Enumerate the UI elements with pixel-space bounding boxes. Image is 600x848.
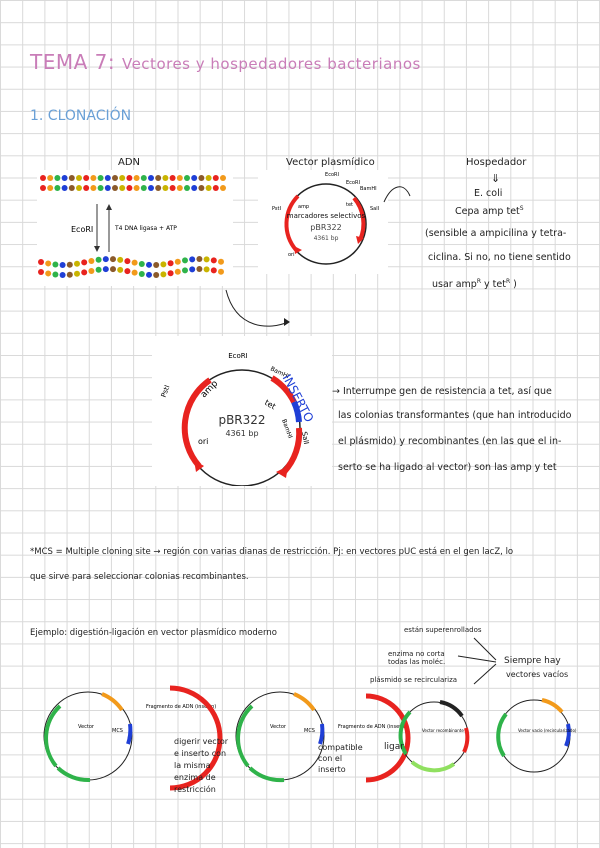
ligase-label: T4 DNA ligasa + ATP (115, 225, 177, 232)
compat-note: compatible con el inserto (318, 743, 363, 774)
bp-amp: amp (199, 378, 221, 401)
bp-name: pBR322 (218, 413, 266, 427)
note-supercoiled: están superenrollados (404, 626, 482, 634)
vector-label: Vector plasmídico (286, 157, 375, 168)
note-uncut: enzima no corta todas las moléc. (388, 650, 446, 666)
bp-ori: ori (198, 437, 209, 446)
host-arrow: ⇓ (491, 172, 501, 185)
big-note-3: serto se ha ligado al vector) son las amp y tet (338, 462, 557, 473)
insert-label: INSERTO (279, 372, 317, 425)
bp-psti: PstI (159, 384, 172, 399)
host-label: Hospedador (466, 157, 527, 168)
adn-label: ADN (118, 157, 141, 168)
ex-mcs-1: MCS (112, 728, 123, 734)
ex-empty: Vector vacío (recircularizado) (518, 728, 577, 733)
host-line-0: E. coli (474, 188, 503, 199)
example-diagrams (30, 684, 590, 794)
bp-bamhi2: BamHI (280, 418, 294, 440)
sp-gene-amp: amp (298, 204, 310, 210)
sp-site-4: SalI (370, 206, 380, 212)
mcs-note-0: *MCS = Multiple cloning site → región con varias dianas de restricción. Pj: en vectores pUC está en el gen lacZ, lo (30, 547, 514, 557)
always-1: vectores vacíos (506, 670, 569, 679)
bp-ecori: EcoRI (228, 352, 248, 360)
sp-site-3: PstI (272, 206, 281, 212)
digest-note: digerir vector e inserto con la misma enzima de restricción (174, 737, 229, 794)
host-line-2: (sensible a ampicilina y tetra- (425, 228, 567, 239)
host-line-1: Cepa amp tet$^S$ (455, 205, 524, 218)
sp-site-0: EcoRI (325, 172, 339, 178)
sp-handwritten: marcadores selectivos (286, 212, 366, 220)
host-line-3: ciclina. Si no, no tiene sentido (428, 252, 571, 263)
always-0: Siempre hay (504, 656, 561, 666)
sp-name: pBR322 (310, 223, 342, 232)
ex-frag-1: Fragmento de ADN (inserto) (146, 704, 217, 710)
host-line-4: usar amp$^R$ y tet$^R$ ) (432, 278, 517, 291)
sp-gene-ori: ori (288, 252, 295, 258)
ex-mcs-2: MCS (304, 728, 315, 734)
ex-vector-1: Vector (78, 724, 94, 730)
big-note-0: → Interrumpe gen de resistencia a tet, así que (332, 386, 552, 397)
sp-site-2: BamHI (360, 186, 377, 192)
note-recircularize: plásmido se recirculariza (370, 676, 458, 684)
mcs-note-1: que sirve para seleccionar colonias recombinantes. (30, 572, 249, 582)
ex-vector-2: Vector (270, 724, 286, 730)
bp-tet: tet (263, 397, 278, 412)
example-title: Ejemplo: digestión-ligación en vector plasmídico moderno (30, 628, 277, 638)
big-note-1: las colonias transformantes (que han introducido (338, 410, 572, 421)
ex-frag-2: Fragmento de ADN (inserto) (338, 724, 409, 730)
big-note-2: el plásmido) y recombinantes (en las que el in- (338, 436, 562, 447)
sp-size: 4361 bp (313, 235, 339, 242)
bp-size: 4361 bp (225, 429, 259, 438)
title-sub: Vectores y hospedadores bacterianos (121, 55, 421, 73)
section-heading: 1. CLONACIÓN (30, 108, 132, 124)
bp-sali: SalI (300, 430, 311, 445)
ligar-label: ligar (384, 742, 404, 752)
ex-recomb: Vector recombinante (422, 728, 464, 733)
title-main: TEMA 7: (30, 50, 116, 74)
bp-bamhi: BamHI (269, 365, 291, 381)
sp-site-1: EcoRI (346, 180, 360, 186)
sp-gene-tet: tet (346, 202, 353, 208)
enzyme-label: EcoRI (71, 225, 94, 234)
